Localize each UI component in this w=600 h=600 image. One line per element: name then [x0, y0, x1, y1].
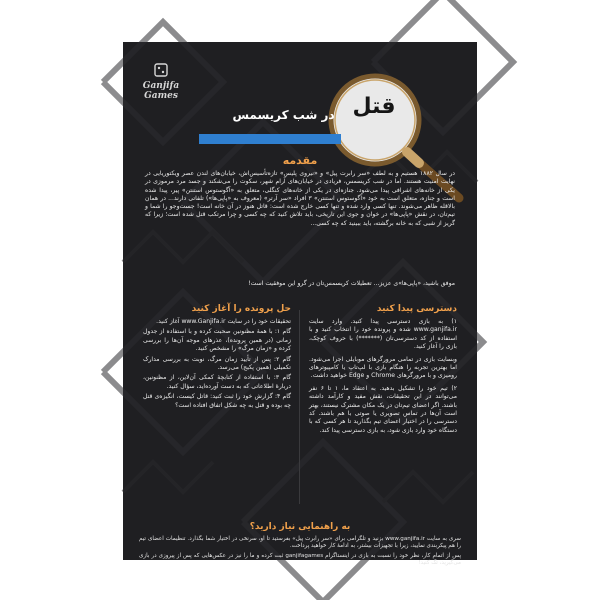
access-step-1: ۱) به بازی دسترسی پیدا کنید. وارد سایت www.ganjifa.ir شده و پرونده خود را انتخاب کنید و با استفاده از کد دسترسی‌تان (*******) با حروف کوچک، بازی را آغاز کنید.: [309, 318, 457, 351]
guide-section: [139, 536, 461, 570]
game-title: قتل: [352, 94, 396, 119]
access-step-2: ۲) تیم خود را تشکیل بدهید. به اعتقاد ما، ۱ تا ۶ نفر می‌توانند در این تحقیقات، نقش مفید و کارآمد داشته باشند. اگر اعضای تیم‌تان در یک مکان مشترک نیستند، بهتر است آن‌ها در تماس تصویری یا صوتی با هم باشند. کد دسترسی را در اختیار اعضای تیم بگذارید تا هر کسی که با دستگاه خود وارد بازی شود، به بازی دسترسی پیدا کند.: [309, 384, 457, 434]
access-heading: دسترسی پیدا کنید: [376, 304, 457, 314]
logo-text-line1: Ganjifa: [142, 81, 180, 91]
logo-text-line2: Games: [144, 91, 178, 101]
intro-note: موفق باشید، «پاپی‌ها»ی عزیز... تعطیلات کریسمس‌تان در گرو این موفقیت است!: [248, 280, 455, 287]
solve-step-1: گام ۱: با همهٔ مظنونین صحبت کرده و با استفاده از جدول زمانی (در همین پرونده)، عذرهای موجه آن‌ها را بررسی کرده و «زمان مرگ» را مشخص کنید.: [143, 328, 291, 353]
guide-paragraph-1: سری به سایت www.ganjifa.ir بزنید و تلگرامی برای «سر رابرت پیل» بفرستید تا او، سرنخی در اختیار شما بگذارد. تنظیمات اعضای تیم را هم پیکربندی نمایید، زیرا با تجهیزات بیشتر، به ادامهٔ کار خواهید پرداخت.: [139, 536, 461, 550]
solve-intro: تحقیقات خود را در سایت www.Ganjifa.ir آغاز کنید.: [156, 318, 291, 325]
guide-paragraph-2: پس از اتمام کار، نظر خود را نسبت به بازی در اینستاگرام ganjifagames ثبت کرده و ما را نیز در عکس‌هایی که پس از پیروزی در بازی می‌گیرید، تگ کنید!: [139, 552, 461, 567]
solve-step-2: گام ۲: پس از تأیید زمان مرگ، نوبت به بررسی مدارک تکمیلی (همین پکیج) می‌رسد.: [143, 355, 291, 372]
solve-step-4: گام ۴: گزارش خود را ثبت کنید: قاتل کیست، انگیزه‌ی قتل چه بوده و قتل به چه شکل اتفاق افتاده است؟: [143, 393, 291, 409]
solve-section: [143, 304, 291, 412]
dice-icon: [153, 62, 169, 78]
intro-paragraph: در سال ۱۸۸۲ هستیم و به لطف «سر رابرت پیل» و «نیروی پلیس» تازه‌تأسیس‌اش، خیابان‌های لندن عصر ویکتوریایی در نهایت امنیت هستند. اما در شب کریسمس، فریادی در خیابان‌های آرام شهر، سکوت را می‌شکند و جسد مرد مرموزی در یکی از خانه‌های اشرافی پیدا می‌شود. جنازه‌ای در یکی از خانه‌های کنگلی، متعلق به «آگوستوس استنتن» پیر، پیدا شده است و جنازه، متعلق است به خود «آگوستوس استنتن» ۳ افراد «سر آرتر» (معروف به «پاپی‌ها») تلفاتی دارند... در همان بالاقله ظاهر می‌شوند. تنها کسی وارد شده و تنها کسی خارج شده است: قاتل هنوز در آن خانه است! جست‌وجو را شما و تیم‌تان، در نقش «پاپی‌ها» در خوان و جوی این تاریخی، باید تلاش کنید که چه کسی و چرا مرتکب قتل شده است؛ زیرا که گریز از شبی که به خانه برگشته، باید ببینید که چه کسی...: [145, 170, 456, 227]
solve-step-3: گام ۳: با استفاده از کتابچهٔ کمکی آن‌لاین، از مظنونین، دربارهٔ اطلاعاتی که به دست آورده‌اید، سؤال کنید.: [143, 374, 292, 390]
poster-content: [123, 42, 477, 567]
game-subtitle: در شب کریسمس: [232, 108, 335, 122]
intro-heading: مقدمه: [282, 154, 318, 167]
access-browser-note: وبسایت بازی در تمامی مرورگرهای موبایلی اجرا می‌شود. اما بهترین تجربه را هنگام بازی با لپ‌تاپ یا کامپیوترهای رومیزی و با مرورگرهای Chrome و Edge خواهید داشت.: [309, 355, 457, 380]
column-divider: [299, 310, 300, 504]
guide-heading: به راهنمایی نیاز دارید؟: [249, 522, 351, 532]
game-poster: [123, 42, 477, 567]
title-accent-bar: [199, 134, 341, 144]
access-section: [309, 304, 457, 439]
solve-heading: حل پرونده را آغاز کنید: [191, 304, 291, 314]
brand-logo: [135, 62, 187, 101]
